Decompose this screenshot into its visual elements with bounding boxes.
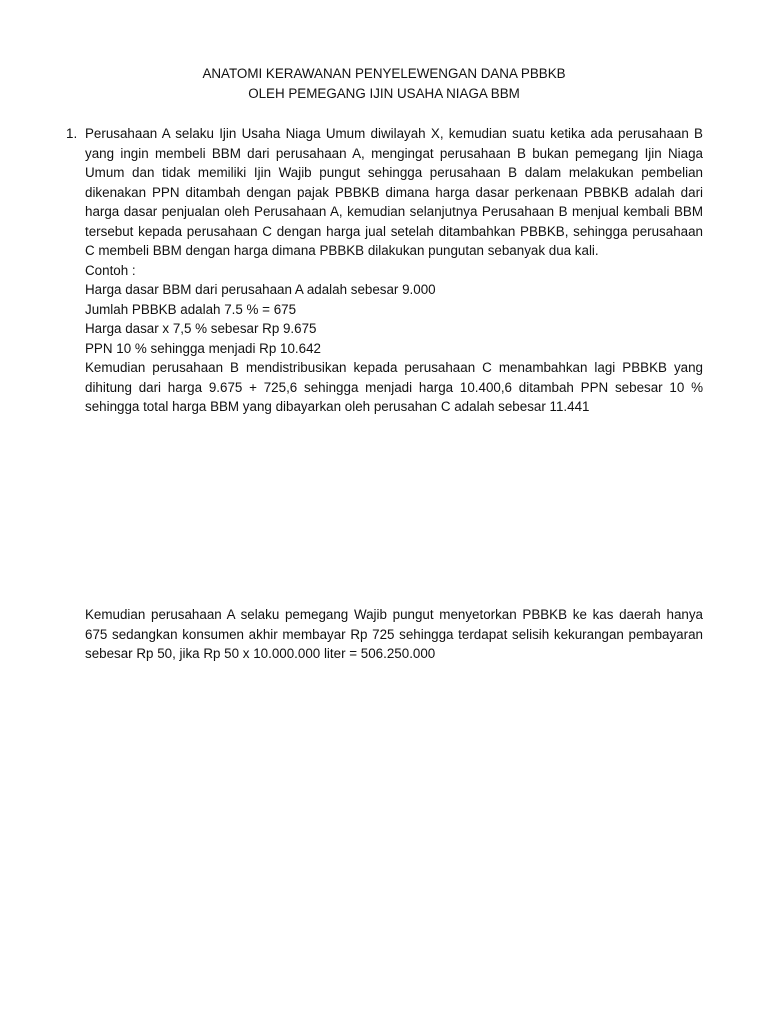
- intro-paragraph: Perusahaan A selaku Ijin Usaha Niaga Umum diwilayah X, kemudian suatu ketika ada perusahaan B yang ingin membeli BBM dari perusahaan A, mengingat perusahaan B bukan pemegang Ijin Niaga Umum dan tidak memiliki Ijin Wajib pungut sehingga perusahaan B dalam melakukan pembelian dikenakan PPN ditambah dengan pajak PBBKB dimana harga dasar perkenaan PBBKB adalah dari harga dasar penjualan oleh Perusahaan A, kemudian selanjutnya Perusahaan B menjual kembali BBM tersebut kepada perusahaan C dengan harga jual setelah ditambahkan PBBKB, sehingga perusahaan C membeli BBM dengan harga dimana PBBKB dilakukan pungutan sebanyak dua kali.: [85, 126, 703, 258]
- document-title-line2: OLEH PEMEGANG IJIN USAHA NIAGA BBM: [248, 86, 520, 101]
- list-item-body: [85, 124, 703, 417]
- example-line-pbbkb-amount: Jumlah PBBKB adalah 7.5 % = 675: [85, 301, 297, 317]
- followup-paragraph: Kemudian perusahaan A selaku pemegang Wajib pungut menyetorkan PBBKB ke kas daerah hanya 675 sedangkan konsumen akhir membayar Rp 725 sehingga terdapat selisih kekurangan pembayaran sebesar Rp 50, jika Rp 50 x 10.000.000 liter = 506.250.000: [85, 607, 703, 661]
- example-line-price-with-pbbkb: Harga dasar x 7,5 % sebesar Rp 9.675: [85, 321, 317, 336]
- example-label: Contoh :: [85, 262, 136, 278]
- list-item-number: 1.: [66, 126, 78, 141]
- followup-section: [85, 605, 703, 664]
- document-title-line1: ANATOMI KERAWANAN PENYELEWENGAN DANA PBBKB: [202, 66, 566, 81]
- example-line-ppn: PPN 10 % sehingga menjadi Rp 10.642: [85, 340, 321, 356]
- example-line-base-price: Harga dasar BBM dari perusahaan A adalah sebesar 9.000: [85, 282, 436, 297]
- distribution-paragraph: Kemudian perusahaan B mendistribusikan kepada perusahaan C menambahkan lagi PBBKB yang dihitung dari harga 9.675 + 725,6 sehingga menjadi harga 10.400,6 ditambah PPN sebesar 10 % sehingga total harga BBM yang dibayarkan oleh perusahan C adalah sebesar 11.441: [85, 360, 703, 414]
